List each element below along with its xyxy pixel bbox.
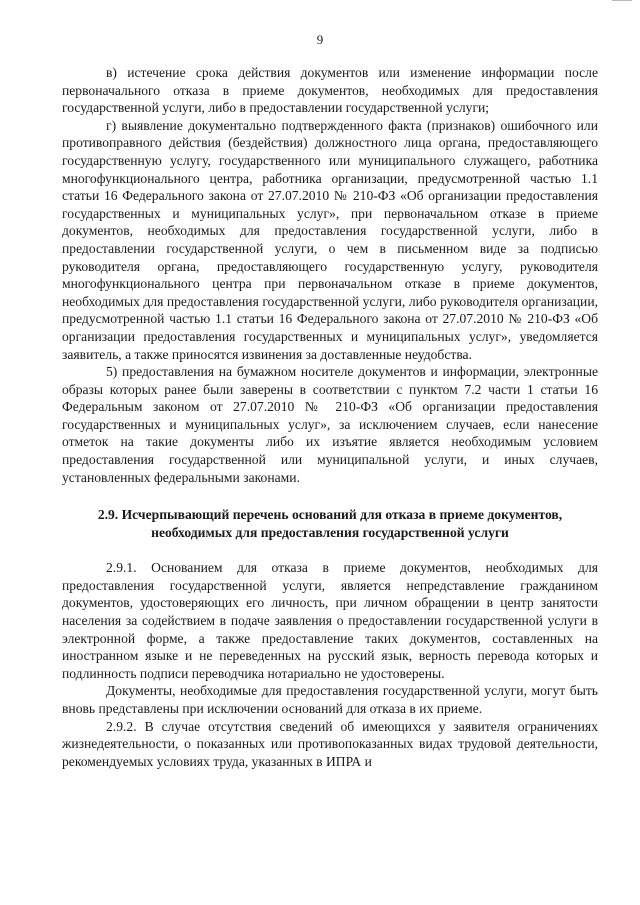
paragraph-2-9-2: 2.9.2. В случае отсутствия сведений об имеющихся у заявителя ограничениях жизнедеятельности, о показанных или противопоказанных видах трудовой деятельности, рекомендуемых условиях труда, указанных в ИПРА и xyxy=(62,718,598,769)
paragraph-2-9-1: 2.9.1. Основанием для отказа в приеме документов, необходимых для предоставления государственной услуги, является непредставление гражданином документов, удостоверяющих его личность, при личном обращении в центр занятости населения за содействием в подаче заявления о предоставлении государственной услуги в электронной форме, а также предоставление таких документов, составленных на иностранном языке и не переведенных на русский язык, верность перевода которых и подлинность подписи переводчика нотариально не удостоверены. xyxy=(62,560,598,681)
document-body xyxy=(62,64,598,770)
paragraph-resubmission: Документы, необходимые для предоставления государственной услуги, могут быть вновь представлены при исключении оснований для отказа в их приеме. xyxy=(62,683,598,716)
page-number: 9 xyxy=(316,32,324,47)
paragraph-item-v: в) истечение срока действия документов или изменение информации после первоначального отказа в приеме документов, необходимых для предоставления государственной услуги, либо в предоставлении государственной услуги; xyxy=(62,65,598,116)
paragraph-item-5: 5) предоставления на бумажном носителе документов и информации, электронные образы которых ранее были заверены в соответствии с пунктом 7.2 части 1 статьи 16 Федеральным законом от 27.07.2010 № 210-ФЗ «Об организации предоставления государственных и муниципальных услуг», за исключением случаев, если нанесение отметок на такие документы либо их изъятие является необходимым условием предоставления государственной или муниципальной услуги, и иных случаев, установленных федеральными законами. xyxy=(62,364,598,485)
paragraph-item-g: г) выявление документально подтвержденного факта (признаков) ошибочного или противоправного действия (бездействия) должностного лица органа, предоставляющего государственную услугу, государственного или муниципального служащего, работника многофункционального центра, работника организации, предусмотренной частью 1.1 статьи 16 Федерального закона от 27.07.2010 № 210-ФЗ «Об организации предоставления государственных и муниципальных услуг», при первоначальном отказе в приеме документов, необходимых для предоставления государственной услуги, либо в предоставлении государственной услуги, о чем в письменном виде за подписью руководителя органа, предоставляющего государственную услугу, руководителя многофункционального центра при первоначальном отказе в приеме документов, необходимых для предоставления государственной услуги, либо руководителя организации, предусмотренной частью 1.1 статьи 16 Федерального закона от 27.07.2010 № 210-ФЗ «Об организации предоставления государственных и муниципальных услуг», уведомляется заявитель, а также приносятся извинения за доставленные неудобства. xyxy=(62,117,598,362)
section-heading: 2.9. Исчерпывающий перечень оснований для отказа в приеме документов, необходимых для предоставления государственной услуги xyxy=(97,507,563,541)
scan-corner-mark xyxy=(612,0,632,4)
